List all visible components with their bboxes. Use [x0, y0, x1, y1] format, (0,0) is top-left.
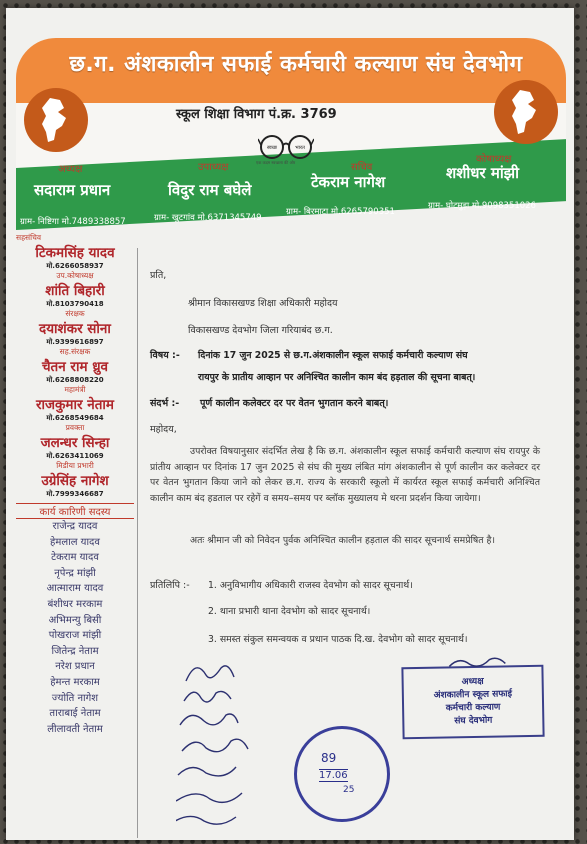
member-name: ज्योति नागेश: [51, 692, 99, 704]
member-name: टेकराम यादव: [51, 552, 99, 564]
sidebar-entry: [16, 473, 134, 499]
officer-post-treasurer: कोषाध्यक्ष: [476, 154, 512, 165]
letter-page: [6, 8, 574, 840]
sidebar-top-label: सहसंचिव: [16, 233, 41, 242]
chhattisgarh-map-logo-left: [24, 88, 88, 152]
addressee-line-2: विकासखण्ड देवभोग जिला गरियाबंद छ.ग.: [188, 325, 333, 336]
cc-line-2: 2. थाना प्रभारी थाना देवभोग को सादर सूचनार्थ।: [208, 606, 371, 617]
member-name: नरेश प्रधान: [55, 661, 95, 673]
officer-name-secretary: टेकराम नागेश: [311, 173, 386, 191]
body-paragraph-1: उपरोक्त विषयानुसार संदर्भित लेख है कि छ.ग. अंशकालीन स्कूल सफाई कर्मचारी कल्याण संघ रायपुर के प्रांतीय आव्हान पर दिनांक 17 जुन 2025 से संघ की मुख्य लंबित मांग अंशकालीन से पूर्ण कालीन कर कलेक्टर दर पर वेतन भुगतान किया जाने को लेकर छ.ग. राज्य के सरकारी स्कूलो में कार्यरत स्कूल सफाई कर्मचारी अनिश्चित कालीन काम बंद हडताल पर रहेगें व समय–समय पर ब्लॉक मुख्यालय मे धरना प्रदर्शन किया जायेगा।: [150, 446, 540, 504]
reference-text: पूर्ण कालीन कलेक्टर दर पर वेतन भुगतान करने बाबत्।: [200, 398, 389, 409]
bearer-phone: मो.6268549684: [46, 414, 104, 422]
officer-address-secretary: ग्राम- बिरमाटा मो.6265790351: [286, 207, 395, 217]
bearer-name: टिकमसिंह यादव: [35, 245, 115, 261]
subject-line-1: दिनांक 17 जुन 2025 से छ.ग.अंशकालीन स्कूल सफाई कर्मचारी कल्याण संघ: [198, 350, 468, 361]
bearer-role: सह.संरक्षक: [59, 347, 91, 356]
bearer-name: जलन्धर सिन्हा: [40, 435, 110, 451]
officer-name-treasurer: शशीधर मांझी: [446, 164, 519, 182]
bearer-role: महामंत्री: [64, 385, 86, 394]
sidebar-entry: [16, 283, 134, 319]
cc-line-3: 3. समस्त संकुल समन्वयक व प्रधान पाठक दि.ख. देवभोग को सादर सूचनार्थ।: [208, 634, 468, 645]
member-name: पोखराज मांझी: [48, 630, 102, 642]
officer-address-president: ग्राम- निष्टिगा मो.7489338857: [20, 217, 126, 227]
chhattisgarh-map-logo-right: [494, 80, 558, 144]
officer-name-vice-president: विदुर राम बघेले: [168, 181, 252, 199]
bearer-role: संरक्षक: [65, 309, 85, 318]
member-name: हेमन्त मरकाम: [50, 676, 100, 688]
pratilipi-label: प्रतिलिपि :-: [150, 580, 190, 591]
sidebar-office-bearers: [16, 233, 134, 737]
sidebar-entry: [16, 359, 134, 395]
officer-address-treasurer: ग्राम- घोटमुड़ा मो.9098351026: [428, 201, 536, 211]
subject-line-2: रायपुर के प्रातीय आव्हान पर अनिश्चित कालीन काम बंद हड़ताल की सूचना बाबत्।: [198, 372, 476, 383]
sidebar-entry: [16, 321, 134, 357]
member-name: बंशीधर मरकाम: [47, 598, 103, 610]
seal-title: अध्यक्ष: [461, 676, 484, 688]
bearer-phone: मो.7999346687: [46, 490, 104, 498]
bearer-role: प्रवक्ता: [65, 423, 85, 432]
svg-text:भारत: भारत: [295, 145, 305, 151]
member-name: नृपेन्द्र मांझी: [54, 567, 96, 579]
sidebar-divider: [137, 248, 138, 838]
bearer-name: दयाशंकर सोना: [39, 321, 111, 337]
member-name: अभिमन्यु बिसी: [48, 614, 102, 626]
sidebar-entry: [16, 397, 134, 433]
bearer-phone: मो.6266058937: [46, 262, 104, 270]
bearer-phone: मो.8103790418: [46, 300, 104, 308]
officer-post-vice-president: उपाध्यक्ष: [198, 162, 229, 173]
stamp-date: 17.06: [319, 770, 348, 781]
member-name: ताराबाई नेताम: [49, 708, 101, 720]
mahoday: महोदय,: [150, 424, 177, 435]
department-registration: स्कूल शिक्षा विभाग पं.क्र. 3769: [176, 107, 337, 122]
subject-label: विषय :-: [150, 350, 180, 361]
seal-line-3: संघ देवभोग: [454, 715, 493, 727]
emblem-caption: एक कदम स्वच्छता की ओर: [256, 160, 296, 165]
stamp-year: 25: [343, 785, 355, 795]
member-name: राजेन्द्र यादव: [52, 521, 98, 532]
bearer-role: मिडीया प्रभारी: [56, 461, 94, 470]
bearer-name: उग्रेसिंह नागेश: [41, 473, 109, 489]
seal-line-1: अंशकालीन स्कूल सफाई: [433, 689, 513, 701]
cc-line-1: 1. अनुविभागीय अधिकारी राजस्व देवभोग को सादर सूचनार्थ।: [208, 580, 413, 591]
office-receipt-stamp: [294, 726, 390, 822]
officer-address-vice-president: ग्राम- खुटगांव मो.6371345749: [154, 213, 262, 223]
bearer-name: चैतन राम ध्रुव: [41, 359, 109, 375]
bearer-name: शांति बिहारी: [45, 283, 105, 299]
member-name: आत्माराम यादव: [46, 583, 104, 595]
body-paragraph-2: अतः श्रीमान जी को निवेदन पुर्वक अनिश्चित कालीन हड़ताल की सादर सूचनार्थ समप्रेषित है।: [190, 535, 496, 546]
addressee-line-1: श्रीमान विकासखण्ड शिक्षा अधिकारी महोदय: [188, 298, 338, 309]
bearer-role: उप.कोषाध्यक्ष: [56, 271, 94, 280]
seal-line-2: कर्मचारी कल्याण: [445, 702, 501, 714]
organization-title: छ.ग. अंशकालीन सफाई कर्मचारी कल्याण संघ देवभोग: [69, 52, 523, 77]
sidebar-entry: [16, 245, 134, 281]
member-name: जितेन्द्र नेताम: [51, 645, 99, 657]
member-name: हेमलाल यादव: [50, 536, 100, 548]
member-name: लीलावती नेताम: [47, 723, 103, 735]
officer-post-secretary: सचिव: [351, 162, 373, 173]
reference-label: संदर्भ :-: [150, 398, 180, 409]
bearer-phone: मो.6263411069: [46, 452, 104, 460]
svg-text:स्वच्छ: स्वच्छ: [266, 145, 278, 151]
salutation-prati: प्रति,: [150, 270, 167, 281]
executive-members-heading: कार्य कारिणी सदस्य: [16, 503, 134, 519]
bearer-phone: मो.9399616897: [46, 338, 104, 346]
stamp-number: 89: [321, 751, 337, 765]
sidebar-entry: [16, 435, 134, 471]
handwritten-signatures: [176, 653, 266, 840]
bearer-name: राजकुमार नेताम: [36, 397, 114, 413]
officer-name-president: सदाराम प्रधान: [34, 181, 111, 199]
bearer-phone: मो.6268808220: [46, 376, 104, 384]
officer-post-president: अध्यक्ष: [58, 164, 83, 175]
president-seal: [401, 665, 544, 739]
